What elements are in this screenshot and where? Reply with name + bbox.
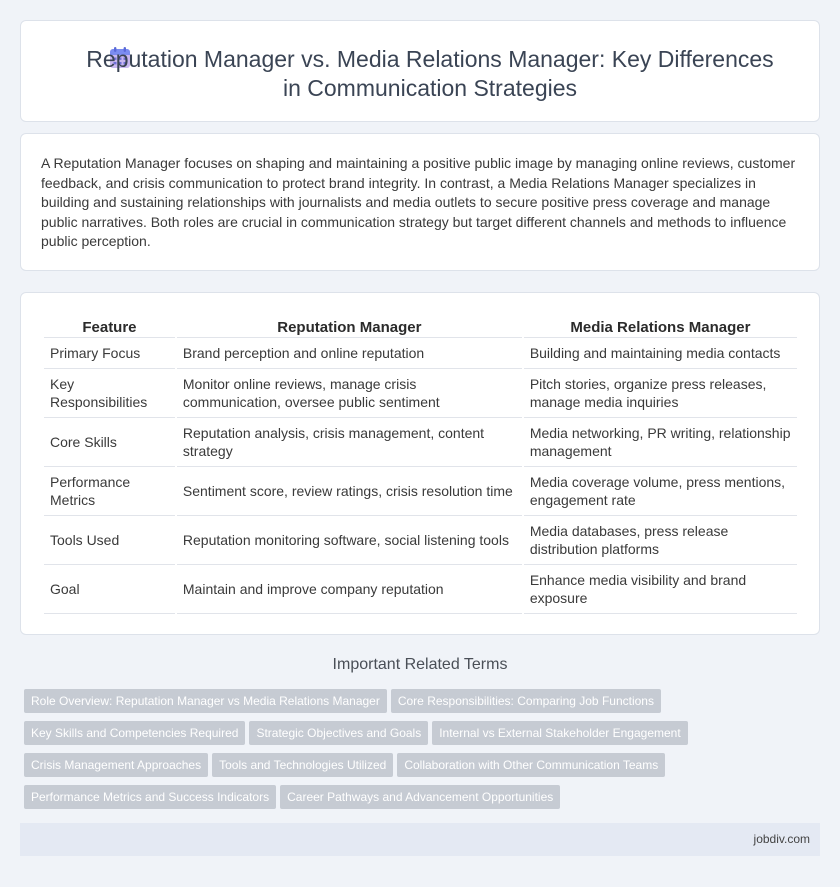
feature-cell: Performance Metrics — [44, 467, 175, 516]
page-title: Reputation Manager vs. Media Relations Manager: Key Differences in Communication Strategies — [86, 46, 774, 101]
related-term-tag[interactable]: Collaboration with Other Communication Teams — [397, 753, 665, 777]
tag-row — [24, 721, 724, 753]
media-relations-cell: Media networking, PR writing, relationship management — [524, 418, 797, 467]
reputation-cell: Sentiment score, review ratings, crisis resolution time — [177, 467, 522, 516]
media-relations-cell: Media coverage volume, press mentions, engagement rate — [524, 467, 797, 516]
media-relations-cell: Pitch stories, organize press releases, manage media inquiries — [524, 369, 797, 418]
related-term-tag[interactable]: Core Responsibilities: Comparing Job Functions — [391, 689, 661, 713]
header-media-relations-manager: Media Relations Manager — [524, 313, 797, 338]
table-row — [44, 338, 797, 369]
intro-card — [20, 133, 820, 271]
reputation-cell: Reputation analysis, crisis management, content strategy — [177, 418, 522, 467]
table-row — [44, 369, 797, 418]
related-term-tag[interactable]: Key Skills and Competencies Required — [24, 721, 245, 745]
related-term-tag[interactable]: Strategic Objectives and Goals — [249, 721, 428, 745]
tag-row — [24, 753, 724, 785]
media-relations-cell: Enhance media visibility and brand exposure — [524, 565, 797, 614]
related-terms-heading: Important Related Terms — [332, 656, 508, 673]
related-term-tag[interactable]: Role Overview: Reputation Manager vs Media Relations Manager — [24, 689, 387, 713]
table-row — [44, 516, 797, 565]
reputation-cell: Maintain and improve company reputation — [177, 565, 522, 614]
footer-site-link[interactable]: jobdiv.com — [753, 832, 810, 846]
header-feature: Feature — [44, 313, 175, 338]
related-term-tag[interactable]: Internal vs External Stakeholder Engagement — [432, 721, 687, 745]
reputation-cell: Monitor online reviews, manage crisis communication, oversee public sentiment — [177, 369, 522, 418]
footer — [20, 823, 820, 856]
feature-cell: Key Responsibilities — [44, 369, 175, 418]
table-header-row — [44, 313, 797, 338]
table-row — [44, 565, 797, 614]
feature-cell: Tools Used — [44, 516, 175, 565]
title-card — [20, 20, 820, 122]
feature-cell: Primary Focus — [44, 338, 175, 369]
feature-cell: Core Skills — [44, 418, 175, 467]
table-row — [44, 467, 797, 516]
header-reputation-manager: Reputation Manager — [177, 313, 522, 338]
comparison-card — [20, 292, 820, 635]
related-term-tag[interactable]: Performance Metrics and Success Indicators — [24, 785, 276, 809]
intro-paragraph: A Reputation Manager focuses on shaping and maintaining a positive public image by managing online reviews, customer feedback, and crisis communication to protect brand integrity. In contrast, a Media Relations Manager specializes in building and sustaining relationships with journalists and media outlets to secure positive press coverage and manage public narratives. Both roles are crucial in communication strategy but target different channels and methods to influence public perception. — [41, 155, 796, 249]
comparison-table — [42, 313, 799, 614]
feature-cell: Goal — [44, 565, 175, 614]
related-term-tag[interactable]: Career Pathways and Advancement Opportunities — [280, 785, 560, 809]
tag-row — [24, 785, 724, 817]
related-term-tag[interactable]: Crisis Management Approaches — [24, 753, 208, 777]
reputation-cell: Brand perception and online reputation — [177, 338, 522, 369]
related-terms-list — [24, 689, 724, 817]
media-relations-cell: Media databases, press release distribution platforms — [524, 516, 797, 565]
table-row — [44, 418, 797, 467]
media-relations-cell: Building and maintaining media contacts — [524, 338, 797, 369]
related-term-tag[interactable]: Tools and Technologies Utilized — [212, 753, 393, 777]
tag-row — [24, 689, 724, 721]
reputation-cell: Reputation monitoring software, social listening tools — [177, 516, 522, 565]
